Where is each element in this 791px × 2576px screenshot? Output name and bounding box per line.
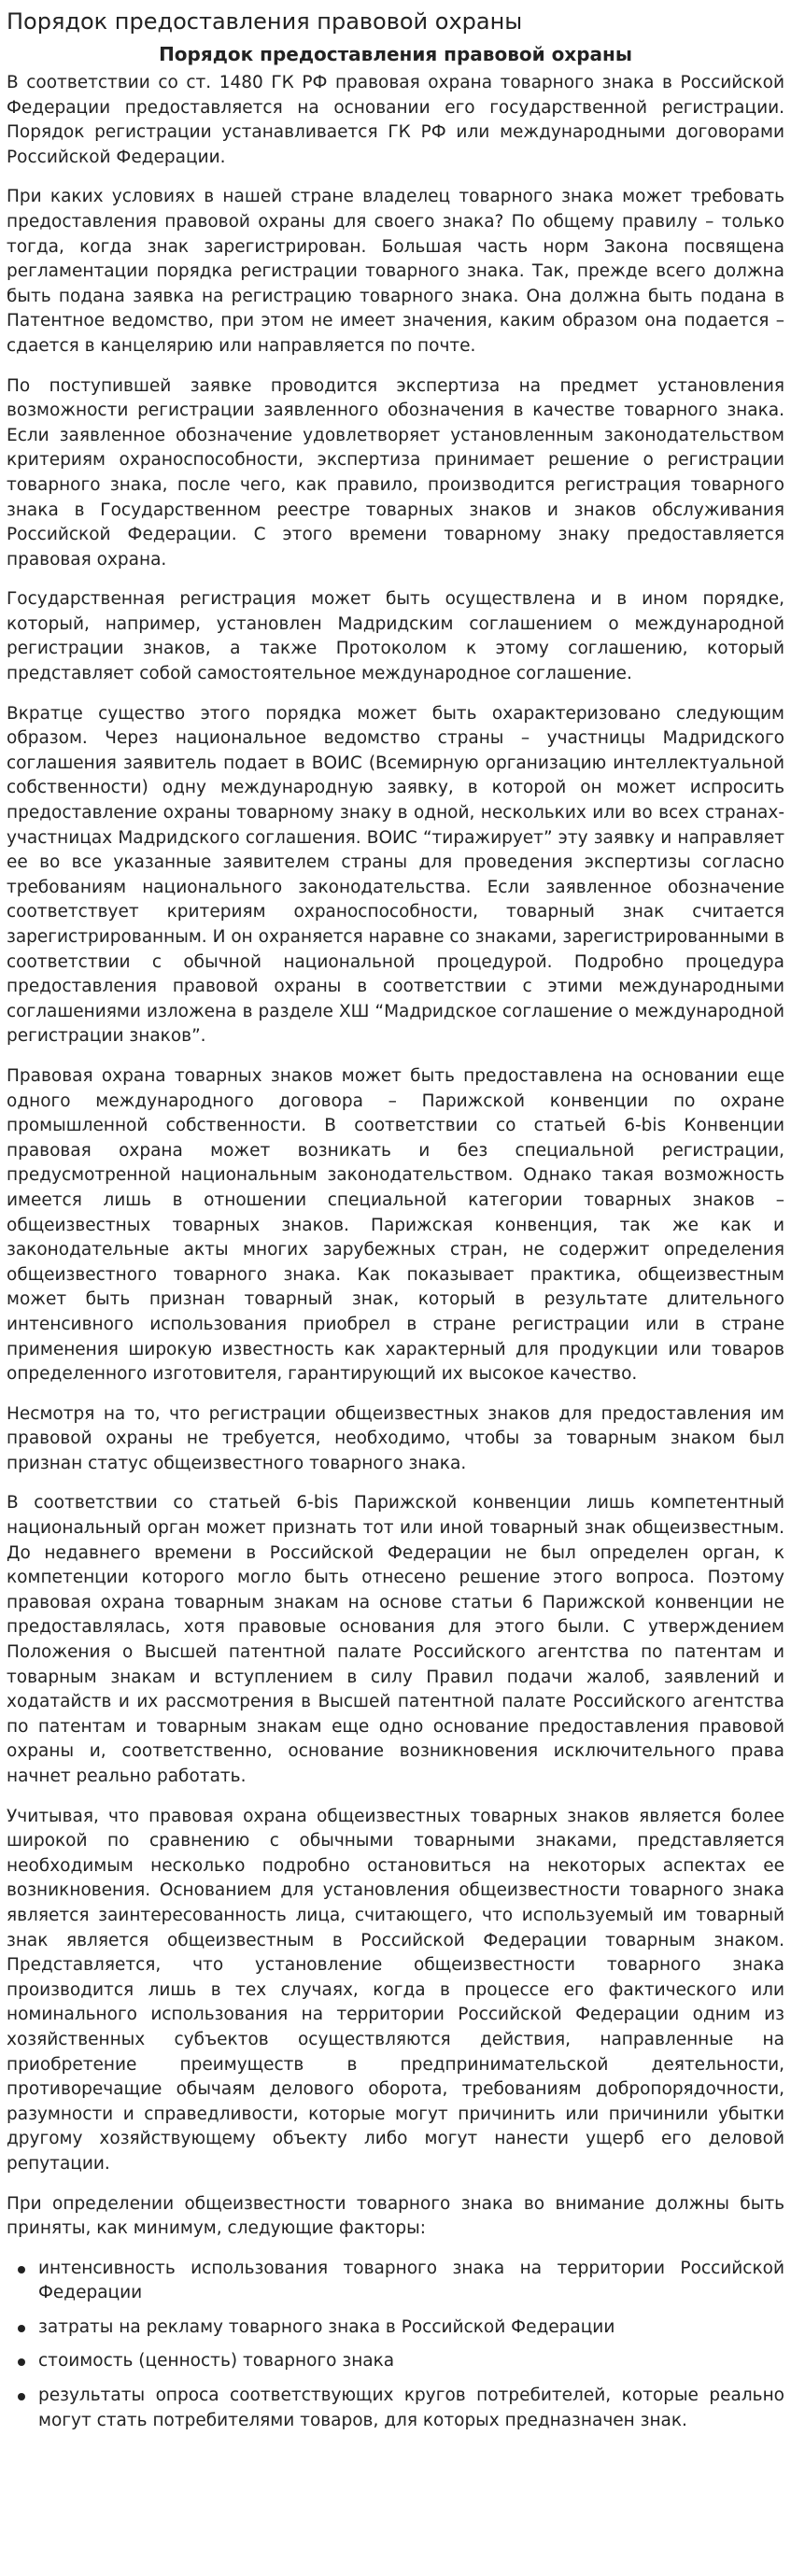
bullet-icon — [18, 2393, 25, 2400]
list-item — [38, 2257, 784, 2306]
list-item-text: стоимость (ценность) товарного знака — [38, 2351, 395, 2372]
paragraph: По поступившей заявке проводится экспертиза на предмет установления возможности регистрации заявленного обозначения в качестве товарного знака. Если заявленное обозначение удовлетворяет установленным законодательством критериям охраноспособности, экспертиза принимает решение о регистрации товарного знака, после чего, как правило, производится регистрация товарного знака в Государственном реестре товарных знаков и знаков обслуживания Российской Федерации. С этого времени товарному знаку предоставляется правовая охрана. — [7, 375, 784, 570]
list-item-text: результаты опроса соответствующих кругов потребителей, которые реально могут стать потребителями товаров, для которых предназначен знак. — [38, 2386, 784, 2430]
paragraph: В соответствии со ст. 1480 ГК РФ правовая охрана товарного знака в Российской Федерации предоставляется на основании его государственной регистрации. Порядок регистрации устанавливается ГК РФ или международными договорами Российской Федерации. — [7, 73, 784, 167]
list-item — [38, 2384, 784, 2433]
bullet-icon — [18, 2325, 25, 2332]
paragraph: Несмотря на то, что регистрации общеизвестных знаков для предоставления им правовой охраны не требуется, необходимо, чтобы за товарным знаком был признан статус общеизвестного товарного знака. — [7, 1403, 784, 1473]
paragraph: Правовая охрана товарных знаков может быть предоставлена на основании еще одного международного договора – Парижской конвенции по охране промышленной собственности. В соответствии со статьей 6-bis Конвенции правовая охрана может возникать и без специальной регистрации, предусмотренной национальным законодательством. Однако такая возможность имеется лишь в отношении специальной категории товарных знаков – общеизвестных товарных знаков. Парижская конвенция, так же как и законодательные акты многих зарубежных стран, не содержит определения общеизвестного товарного знака. Как показывает практика, общеизвестным может быть признан товарный знак, который в результате длительного интенсивного использования приобрел в стране регистрации или в стране применения широкую известность как характерный для продукции или товаров определенного изготовителя, гарантирующий их высокое качество. — [7, 1065, 784, 1385]
paragraph: При каких условиях в нашей стране владелец товарного знака может требовать предоставления правовой охраны для своего знака? По общему правилу – только тогда, когда знак зарегистрирован. Большая часть норм Закона посвящена регламентации порядка регистрации товарного знака. Так, прежде всего должна быть подана заявка на регистрацию товарного знака. Она должна быть подана в Патентное ведомство, при этом не имеет значения, каким образом она подается – сдается в канцелярию или направляется по почте. — [7, 187, 784, 356]
paragraph: Государственная регистрация может быть осуществлена и в ином порядке, который, например, установлен Мадридским соглашением о международной регистрации знаков, а также Протоколом к этому соглашению, который представляет собой самостоятельное международное соглашение. — [7, 589, 784, 684]
bullet-icon — [18, 2358, 25, 2366]
list-item — [38, 2349, 784, 2374]
paragraph: Учитывая, что правовая охрана общеизвестных товарных знаков является более широкой по сравнению с обычными товарными знаками, представляется необходимым несколько подробно остановиться на некоторых аспектах ее возникновения. Основанием для установления общеизвестности товарного знака является заинтересованность лица, считающего, что используемый им товарный знак является общеизвестным в Российской Федерации товарным знаком. Представляется, что установление общеизвестности товарного знака производится лишь в тех случаях, когда в процессе его фактического или номинального использования на территории Российской Федерации одним из хозяйственных субъектов осуществляются действия, направленные на приобретение преимуществ в предпринимательской деятельности, противоречащие обычаям делового оборота, требованиям добропорядочности, разумности и справедливости, которые могут причинить или причинили убытки другому хозяйствующему объекту либо могут нанести ущерб его деловой репутации. — [7, 1806, 784, 2174]
list-item — [38, 2316, 784, 2341]
list-item-text: интенсивность использования товарного знака на территории Российской Федерации — [38, 2258, 784, 2303]
page-title: Порядок предоставления правовой охраны — [7, 8, 523, 35]
paragraph: В соответствии со статьей 6-bis Парижской конвенции лишь компетентный национальный орган может признать тот или иной товарный знак общеизвестным. До недавнего времени в Российской Федерации не был определен орган, к компетенции которого могло быть отнесено решение этого вопроса. Поэтому правовая охрана товарным знакам на основе статьи 6 Парижской конвенции не предоставлялась, хотя правовые основания для этого были. С утверждением Положения о Высшей патентной палате Российского агентства по патентам и товарным знакам и вступлением в силу Правил подачи жалоб, заявлений и ходатайств и их рассмотрения в Высшей патентной палате Российского агентства по патентам и товарным знакам еще одно основание предоставления правовой охраны и, соответственно, основание возникновения исключительного права начнет реально работать. — [7, 1493, 784, 1786]
paragraph: При определении общеизвестности товарного знака во внимание должны быть приняты, как минимум, следующие факторы: — [7, 2193, 784, 2239]
factors-list — [7, 2257, 784, 2434]
list-item-text: затраты на рекламу товарного знака в Российской Федерации — [38, 2316, 615, 2337]
section-heading: Порядок предоставления правовой охраны — [159, 43, 632, 65]
article-body — [7, 71, 784, 2433]
paragraph: Вкратце существо этого порядка может быть охарактеризовано следующим образом. Через национальное ведомство страны – участницы Мадридского соглашения заявитель подает в ВОИС (Всемирную организацию интеллектуальной собственности) одну международную заявку, в которой он может испросить предоставление охраны товарному знаку в одной, нескольких или во всех странах-участницах Мадридского соглашения. ВОИС “тиражирует” эту заявку и направляет ее во все указанные заявителем страны для проведения экспертизы согласно требованиям национального законодательства. Если заявленное обозначение соответствует критериям охраноспособности, товарный знак считается зарегистрированным. И он охраняется наравне со знаками, зарегистрированными в соответствии с обычной национальной процедурой. Подробно процедура предоставления правовой охраны в соответствии с этими международными соглашениями изложена в разделе XШ “Мадридское соглашение о международной регистрации знаков”. — [7, 703, 784, 1047]
bullet-icon — [18, 2266, 25, 2273]
